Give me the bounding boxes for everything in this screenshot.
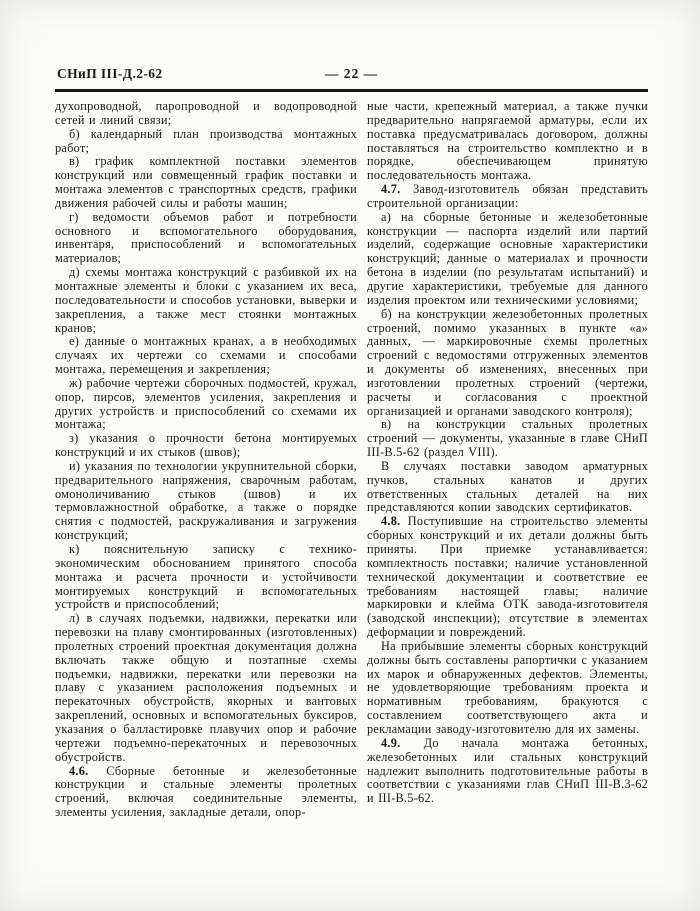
paragraph: 4.9. До начала монтажа бетонных, железобетонных или стальных конструкций надлежит выполнить подготовительные работы в соответствии с указаниями глав СНиП III-В.3-62 и III-В.5-62. (367, 735, 648, 806)
right-text-column (367, 100, 648, 806)
paragraph: На прибывшие элементы сборных конструкций должны быть составлены рапортички с указанием их марок и обнаруженных дефектов. Элементы, не удовлетворяющие требованиям проекта и нормативным требованиям, бракуются с составлением соответствующего акта и рекламации заводу-изготовителю для их замены. (367, 638, 648, 736)
paragraph: 4.6. Сборные бетонные и железобетонные конструкции и стальные элементы пролетных строений, включая соединительные элементы, элементы усиления, закладные детали, опор- (55, 763, 357, 820)
paragraph: г) ведомости объемов работ и потребности основного и вспомогательного оборудования, инвентаря, приспособлений и вспомогательных материалов; (55, 209, 357, 266)
paragraph: к) пояснительную записку с технико-экономическим обоснованием принятого способа монтажа и расчета прочности и устойчивости монтируемых конструкций и вспомогательных устройств и приспособлений; (55, 542, 357, 612)
paragraph: б) на конструкции железобетонных пролетных строений, помимо указанных в пункте «а» данных, — маркировочные схемы пролетных строений с ведомостями отгруженных элементов и документы об изменениях, внесенных при изготовлении пролетных строений (чертежи, расчеты и согласования с проектной организацией и органами заводского контроля); (367, 306, 648, 418)
paragraph: е) данные о монтажных кранах, а в необходимых случаях их чертежи со схемами и способами монтажа, перемещения и закрепления; (55, 334, 357, 377)
paragraph: в) на конструкции стальных пролетных строений — документы, указанные в главе СНиП III-В.5-62 (раздел VIII). (367, 417, 648, 460)
paragraph: В случаях поставки заводом арматурных пучков, стальных канатов и других ответственных стальных деталей на них представляются копии заводских сертификатов. (367, 458, 648, 515)
paragraph: з) указания о прочности бетона монтируемых конструкций и их стыков (швов); (55, 431, 357, 460)
paragraph: 4.8. Поступившие на строительство элементы сборных конструкций и их детали должны быть приняты. При приемке устанавливается: комплектность поставки; наличие установленной технической документации и соответствие ее требованиям настоящей главы; наличие маркировки и клейма ОТК завода-изготовителя (заводской инспекции); отсутствие в элементах деформации и повреждений. (367, 514, 648, 640)
clause-number: 4.9. (381, 735, 401, 750)
paragraph: 4.7. Завод-изготовитель обязан представить строительной организации: (367, 182, 648, 210)
paragraph: б) календарный план производства монтажных работ; (55, 126, 357, 155)
paragraph: л) в случаях подъемки, надвижки, перекатки или перевозки на плаву смонтированных (изготовленных) пролетных строений проектная документация должна включать также общую и поэтапные схемы подъемки, надвижки, перекатки или перевозки на плаву с указанием расположения подъемных и перекаточных обустройств, якорных и вантовых закреплений, основных и вспомогательных буксиров, указания о балластировке плавучих опор и рабочие чертежи подъемно-перекаточных и перевозочных обустройств. (55, 611, 357, 764)
paragraph: и) указания по технологии укрупнительной сборки, предварительного напряжения, сварочным работам, омоноличиванию стыков (швов) и их термовлажностной обработке, а также о порядке снятия с подмостей, раскружаливания и загружения конструкций; (55, 458, 357, 543)
paragraph: ные части, крепежный материал, а также пучки предварительно напрягаемой арматуры, если их поставка предусматривалась договором, должны поставляться на строительство комплектно и в порядке, обеспечивающем принятую последовательность монтажа. (367, 99, 648, 183)
clause-number: 4.7. (381, 182, 401, 197)
clause-number: 4.8. (381, 514, 401, 529)
page-number: — 22 — (324, 66, 379, 81)
paragraph: ж) рабочие чертежи сборочных подмостей, кружал, опор, пирсов, элементов усиления, закрепления и других устройств и приспособлений со схемами их монтажа; (55, 375, 357, 432)
header-divider (55, 89, 648, 92)
clause-number: 4.6. (69, 763, 89, 778)
paragraph: духопроводной, паропроводной и водопроводной сетей и линий связи; (55, 99, 357, 127)
paragraph: д) схемы монтажа конструкций с разбивкой их на монтажные элементы и блоки с указанием их веса, последовательности и способов установки, выверки и закрепления, а также мест стоянки монтажных кранов; (55, 265, 357, 335)
left-text-column (55, 100, 357, 820)
paragraph: в) график комплектной поставки элементов конструкций или совмещенный график поставки и монтажа элементов с транспортных средств, графики движения рабочей силы и работы машин; (55, 154, 357, 210)
document-code: СНиП III-Д.2-62 (57, 66, 163, 81)
paragraph: а) на сборные бетонные и железобетонные конструкции — паспорта изделий или партий изделий, содержащие основные характеристики конструкций; данные о материалах и прочности бетона в изделии (по результатам испытаний) и другие характеристики, требуемые для данного изделия проектом или техническими условиями; (367, 209, 648, 307)
